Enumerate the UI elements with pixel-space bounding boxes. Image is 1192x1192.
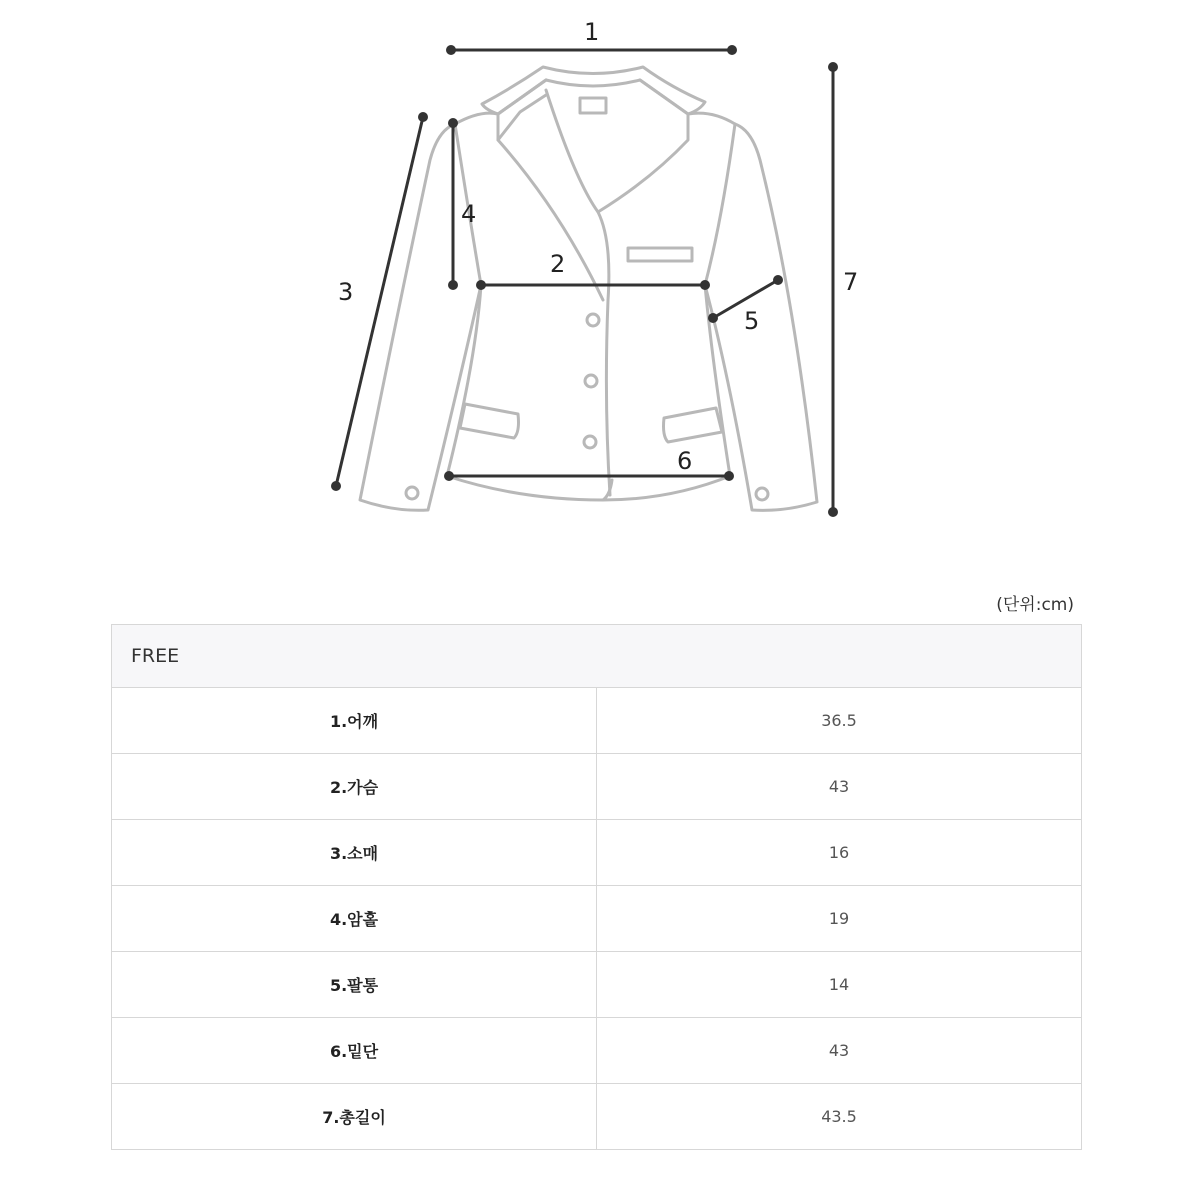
table-row (112, 1018, 1082, 1084)
row-label: 7.총길이 (112, 1084, 597, 1150)
row-label: 2.가슴 (112, 754, 597, 820)
row-value: 14 (597, 952, 1082, 1018)
table-row (112, 952, 1082, 1018)
table-row (112, 886, 1082, 952)
label-5-sleeve-width: 5 (744, 307, 760, 335)
unit-note: (단위:cm) (996, 595, 1074, 615)
row-value: 43 (597, 1018, 1082, 1084)
table-header-row (112, 625, 1082, 688)
jacket-outline (360, 67, 817, 510)
label-1-shoulder: 1 (584, 18, 600, 46)
label-3-sleeve: 3 (338, 278, 354, 306)
row-value: 19 (597, 886, 1082, 952)
row-label: 5.팔통 (112, 952, 597, 1018)
row-value: 43 (597, 754, 1082, 820)
row-label: 1.어깨 (112, 688, 597, 754)
label-2-chest: 2 (550, 250, 566, 278)
row-label: 3.소매 (112, 820, 597, 886)
table-row (112, 1084, 1082, 1150)
label-7-total-length: 7 (843, 268, 859, 296)
label-4-armhole: 4 (461, 200, 477, 228)
row-value: 43.5 (597, 1084, 1082, 1150)
row-value: 36.5 (597, 688, 1082, 754)
size-table (111, 624, 1082, 1150)
row-value: 16 (597, 820, 1082, 886)
size-header: FREE (112, 625, 1082, 688)
table-row (112, 688, 1082, 754)
row-label: 6.밑단 (112, 1018, 597, 1084)
row-label: 4.암홀 (112, 886, 597, 952)
jacket-measurement-diagram (0, 0, 1192, 560)
label-6-hem: 6 (677, 447, 693, 475)
table-row (112, 754, 1082, 820)
table-row (112, 820, 1082, 886)
